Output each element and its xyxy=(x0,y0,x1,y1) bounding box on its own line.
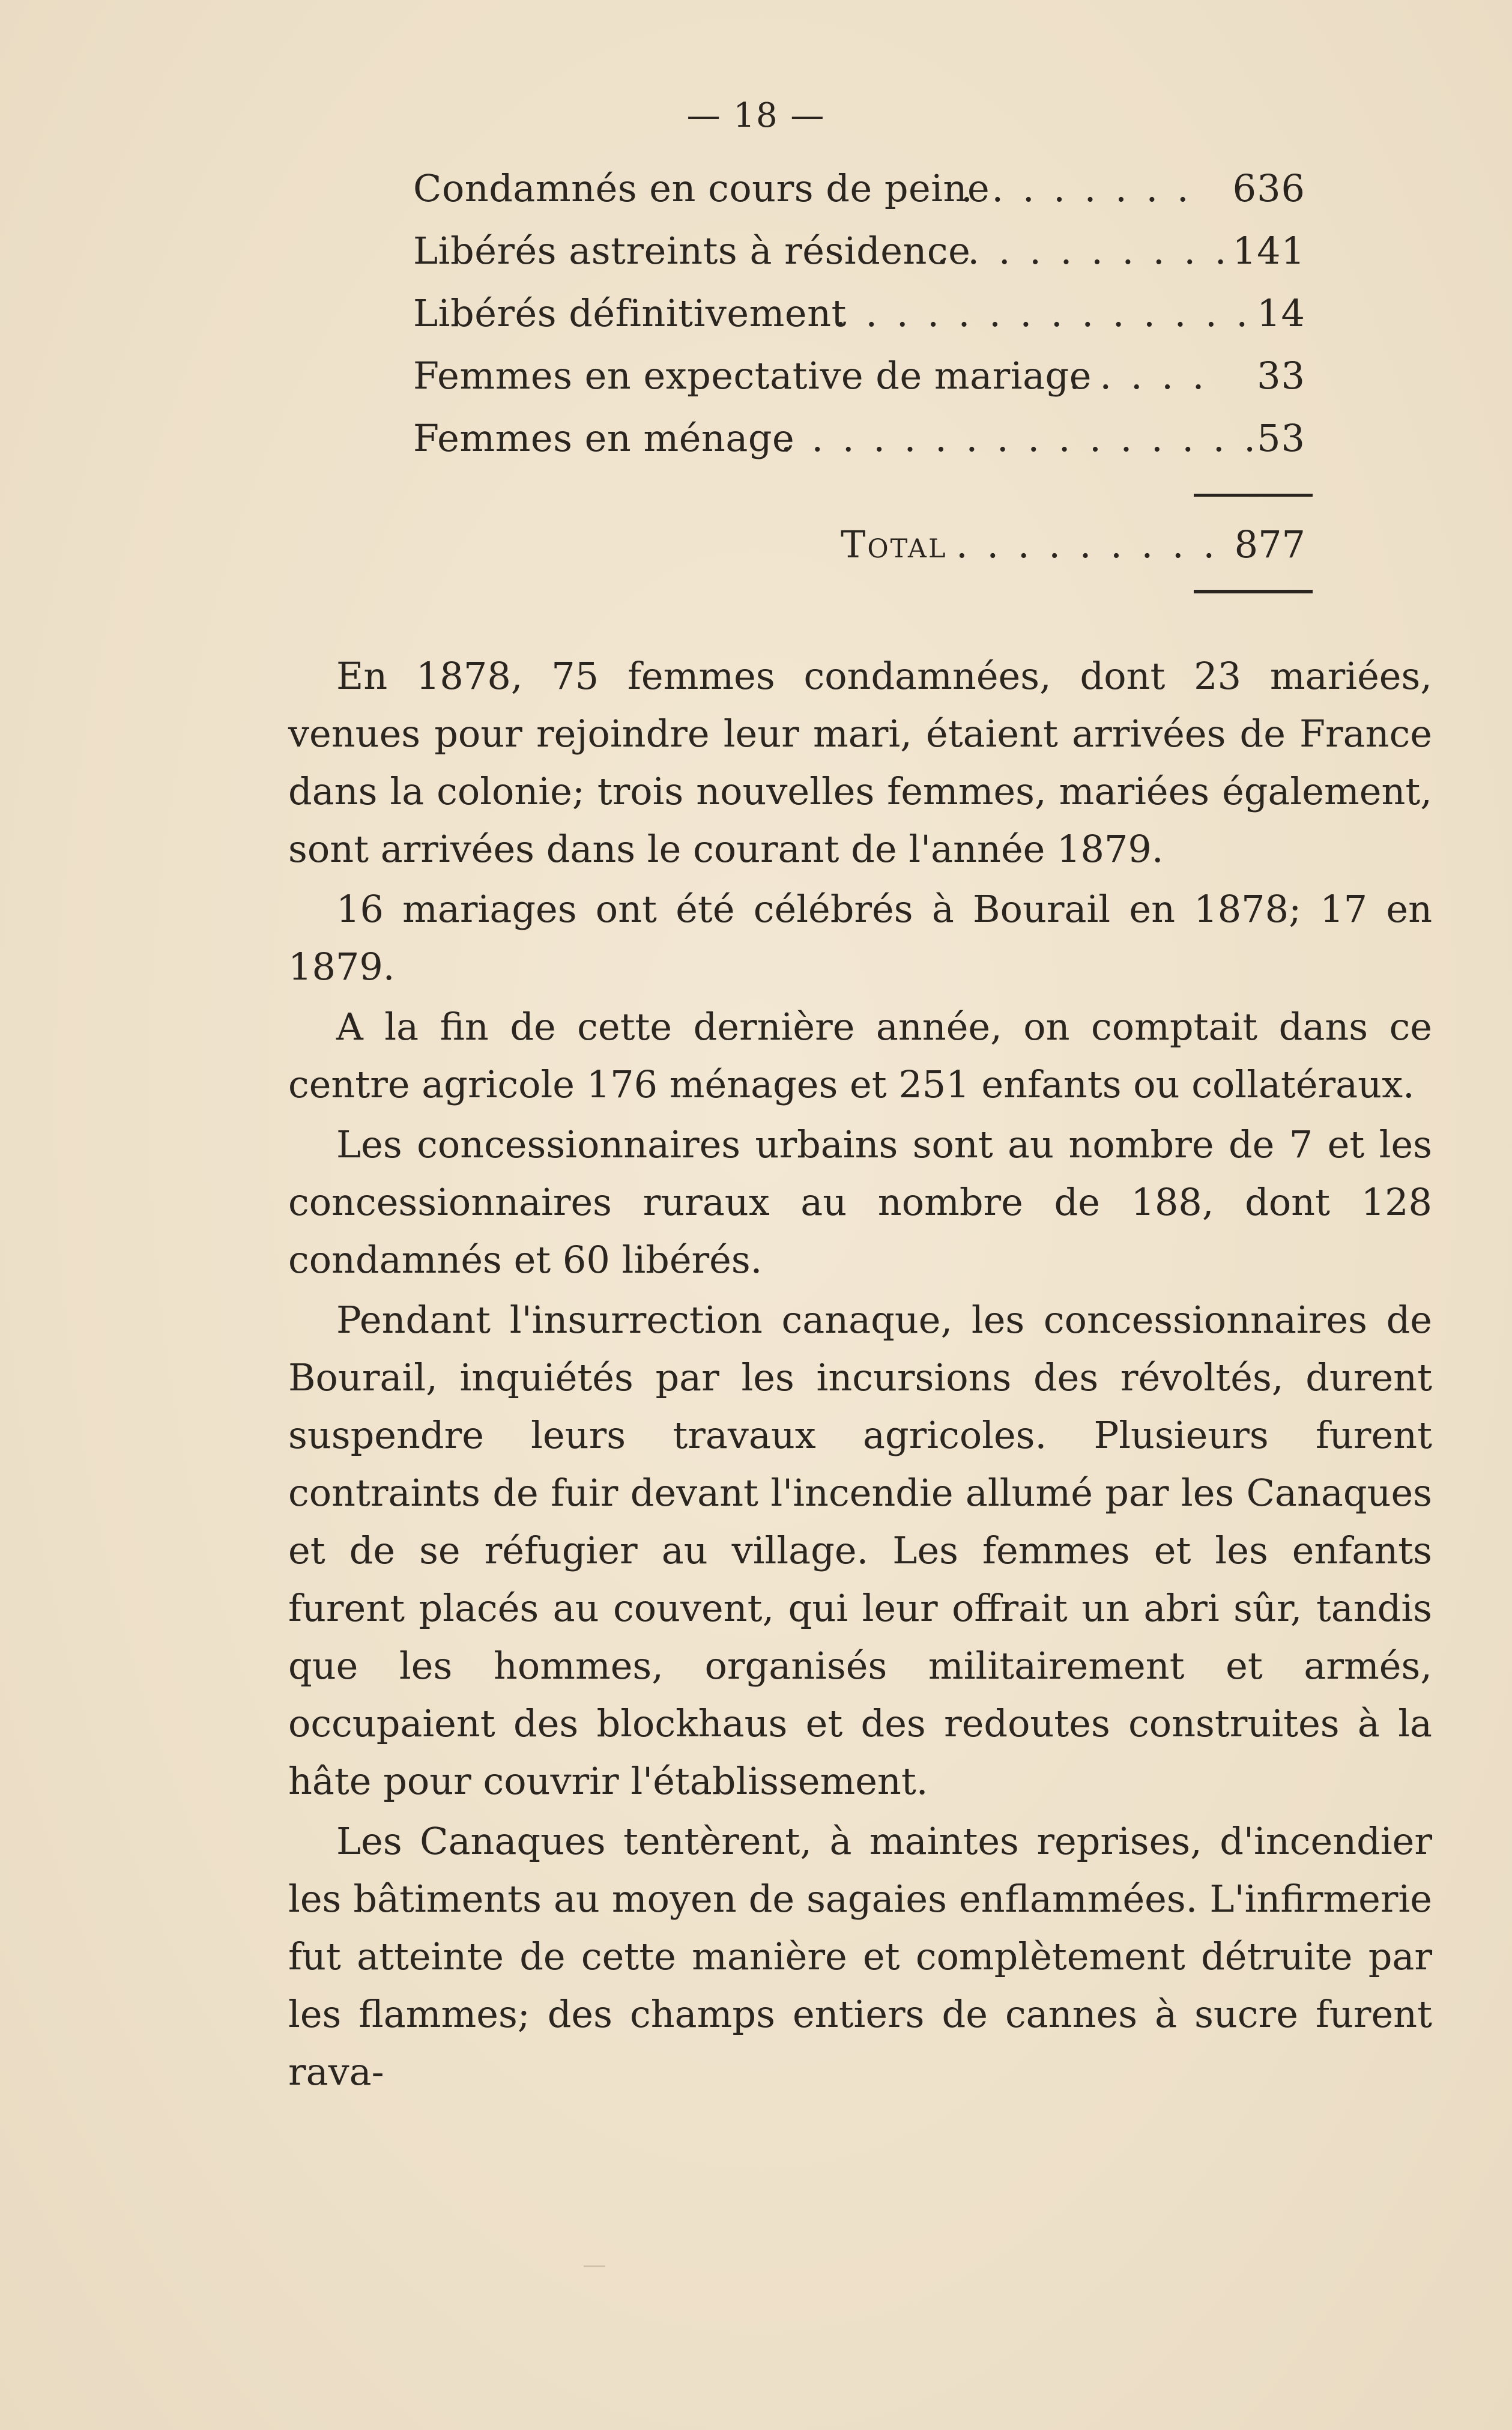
leader-dots: . . . . . xyxy=(1069,354,1208,398)
table-row xyxy=(413,220,1313,282)
row-value: 33 xyxy=(1257,354,1305,398)
leader-dots: . . . . . . . . xyxy=(961,166,1193,210)
table-row xyxy=(413,345,1313,407)
row-value: 636 xyxy=(1232,166,1305,210)
paragraph: 16 mariages ont été célébrés à Bourail en 1878; 17 en 1879. xyxy=(288,887,1432,989)
table-row xyxy=(413,282,1313,345)
leader-dots: . . . . . . . . . . . . . . xyxy=(835,291,1252,335)
row-label: Femmes en expectative de mariage xyxy=(413,354,1092,398)
row-label: Libérés astreints à résidence xyxy=(413,229,971,273)
row-value: 141 xyxy=(1232,229,1305,273)
total-label: Total xyxy=(841,523,948,566)
total-value: 877 xyxy=(1234,523,1305,566)
row-label: Condamnés en cours de peine xyxy=(413,166,990,210)
closing-rule xyxy=(1194,590,1313,593)
table-row xyxy=(413,157,1313,220)
row-label: Libérés définitivement xyxy=(413,291,847,335)
leader-dots: . . . . . . . . . . . . . . . . xyxy=(781,416,1259,460)
total-row xyxy=(413,512,1313,578)
paragraph: Les Canaques tentèrent, à maintes reprises, d'incendier les bâtiments au moyen de sagaies enflammées. L'infirmerie fut atteinte de cette manière et complètement détruite par les flammes; des champs entiers de cannes à sucre furent rava- xyxy=(288,1819,1432,2094)
table-row xyxy=(413,407,1313,470)
statistics-table xyxy=(413,157,1313,566)
paragraph: A la fin de cette dernière année, on comptait dans ce centre agricole 176 ménages et 251 enfants ou collatéraux. xyxy=(288,1005,1432,1106)
row-label: Femmes en ménage xyxy=(413,416,795,460)
sum-rule xyxy=(1194,494,1313,497)
paragraph: Les concessionnaires urbains sont au nombre de 7 et les concessionnaires ruraux au nombre de 188, dont 128 condamnés et 60 libérés. xyxy=(288,1123,1432,1282)
page-number: — 18 — xyxy=(686,96,826,135)
row-value: 53 xyxy=(1257,416,1305,460)
footer-mark xyxy=(584,2265,605,2267)
paragraph: En 1878, 75 femmes condamnées, dont 23 mariées, venues pour rejoindre leur mari, étaient arrivées de France dans la colonie; trois nouvelles femmes, mariées également, sont arrivées dans le courant de l'année 1879. xyxy=(288,654,1432,871)
leader-dots: . . . . . . . . . . xyxy=(937,229,1230,273)
row-value: 14 xyxy=(1257,291,1305,335)
paragraph: Pendant l'insurrection canaque, les concessionnaires de Bourail, inquiétés par les incursions des révoltés, durent suspendre leurs travaux agricoles. Plusieurs furent contraints de fuir devant l'incendie allumé par les Canaques et de se réfugier au village. Les femmes et les enfants furent placés au couvent, qui leur offrait un abri sûr, tandis que les hommes, organisés militairement et armés, occupaient des blockhaus et des redoutes construites à la hâte pour couvrir l'établissement. xyxy=(288,1298,1432,1803)
body-text xyxy=(288,647,1432,2103)
leader-dots: . . . . . . . . . xyxy=(956,523,1219,566)
